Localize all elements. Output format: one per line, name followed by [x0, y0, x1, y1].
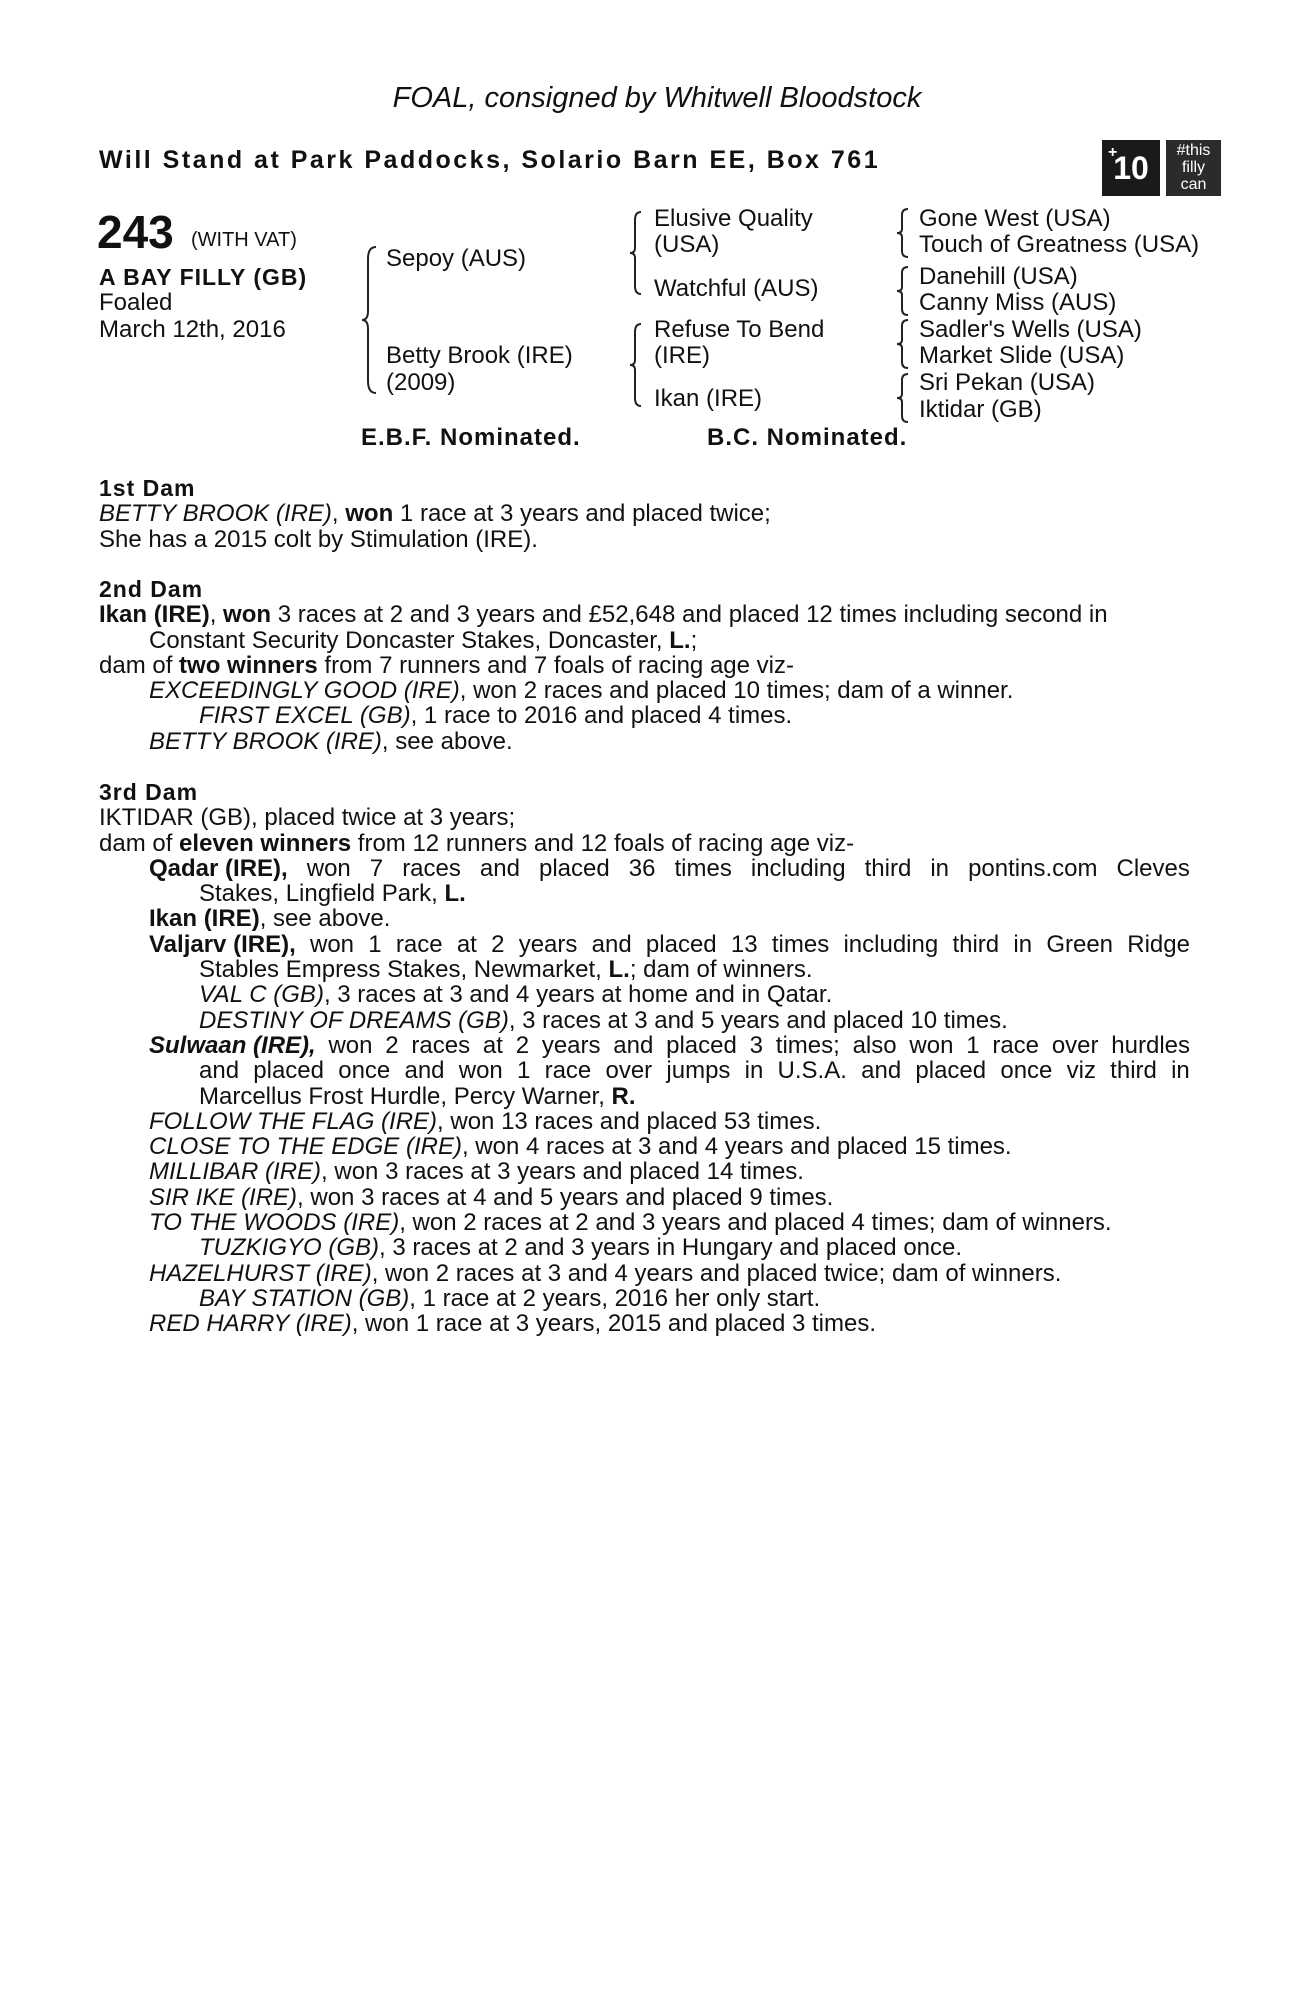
pedigree-sire: Sepoy (AUS)	[386, 245, 527, 272]
progeny-line	[99, 1008, 1199, 1033]
third-dam-line: IKTIDAR (GB), placed twice at 3 years;	[99, 804, 516, 832]
pedigree-gen2-1: Elusive Quality	[654, 205, 813, 232]
justified-line	[199, 1058, 1190, 1083]
text: , won 1 race at 3 years, 2015 and placed 3 times.	[351, 1310, 876, 1338]
second-dam-line	[99, 602, 1199, 627]
pedigree-gen2-3: Refuse To Bend	[654, 316, 825, 343]
second-dam-line	[99, 653, 1199, 678]
word: race	[544, 1057, 592, 1085]
word: and	[591, 930, 632, 958]
word: at	[456, 930, 477, 958]
pedigree-brace-gen1	[360, 245, 380, 395]
vat-note: (WITH VAT)	[191, 229, 297, 251]
text: , won 13 races and placed 53 times.	[437, 1107, 822, 1135]
word: jumps	[666, 1057, 731, 1085]
word: and	[861, 1057, 902, 1085]
horse-name: RED HARRY (IRE)	[149, 1310, 352, 1338]
text: from 7 runners and 7 foals of racing age viz-	[317, 651, 794, 679]
word: 3	[749, 1031, 763, 1059]
progeny-line	[99, 1261, 1199, 1286]
restricted-mark: R.	[611, 1082, 636, 1110]
word: in	[930, 854, 950, 882]
word: Green	[1046, 930, 1114, 958]
second-dam-section	[99, 577, 1199, 754]
pedigree-brace-gen3-3	[895, 318, 911, 370]
hashtag-line: #this	[1176, 142, 1211, 159]
pedigree-dam: Betty Brook (IRE)	[386, 342, 573, 369]
justified-line	[149, 1033, 1190, 1058]
word: times	[674, 854, 732, 882]
text: ; dam of winners.	[629, 956, 813, 984]
progeny-line	[99, 982, 1199, 1007]
text: , won 3 races at 4 and 5 years and placed 9 times.	[297, 1183, 834, 1211]
word: in	[1171, 1057, 1190, 1085]
text: , 3 races at 3 and 4 years at home and in Qatar.	[323, 981, 833, 1009]
word: placed	[666, 1031, 737, 1059]
word: 36	[628, 854, 656, 882]
plus-ten-logo	[1102, 140, 1160, 196]
word: hurdles	[1111, 1031, 1190, 1059]
text: dam of	[99, 829, 180, 857]
won-label: won	[223, 601, 272, 629]
horse-name: DESTINY OF DREAMS (GB)	[199, 1006, 509, 1034]
text: , won 2 races at 3 and 4 years and placed twice; dam of winners.	[371, 1259, 1062, 1287]
word: won	[309, 930, 355, 958]
word: once	[1000, 1057, 1053, 1085]
word: 7	[369, 854, 384, 882]
this-filly-can-logo	[1102, 140, 1221, 196]
word: 1	[966, 1031, 980, 1059]
text: ,	[331, 500, 346, 528]
lot-number: 243	[97, 206, 174, 258]
dam-name: BETTY BROOK (IRE)	[99, 500, 332, 528]
word: 2	[491, 930, 505, 958]
progeny-line	[99, 1286, 1199, 1311]
first-dam-heading: 1st Dam	[99, 475, 196, 501]
text: ;	[690, 626, 698, 654]
word: placed	[538, 854, 610, 882]
horse-name: HAZELHURST (IRE)	[149, 1259, 372, 1287]
word: 13	[730, 930, 758, 958]
ebf-nominated: E.B.F. Nominated.	[361, 424, 581, 451]
progeny-line	[99, 1185, 1199, 1210]
word: races	[402, 854, 461, 882]
word: in	[744, 1057, 764, 1085]
text: , won 2 races and placed 10 times; dam of a winner.	[459, 677, 1014, 705]
hashtag-line: filly	[1181, 159, 1206, 176]
text: , see above.	[259, 905, 391, 933]
bc-nominated: B.C. Nominated.	[707, 424, 908, 451]
horse-name: EXCEEDINGLY GOOD (IRE)	[149, 677, 460, 705]
listed-mark: L.	[444, 880, 466, 908]
word: 2	[515, 1031, 530, 1059]
horse-name: BETTY BROOK (IRE)	[149, 727, 382, 755]
first-dam-line	[99, 501, 1199, 526]
word: placed	[915, 1057, 987, 1085]
word: U.S.A.	[777, 1057, 847, 1085]
text: , 3 races at 2 and 3 years in Hungary and placed once.	[379, 1234, 963, 1262]
first-dam-section	[99, 476, 1199, 552]
horse-name: Ikan (IRE)	[149, 905, 260, 933]
word: years	[541, 1031, 601, 1059]
word: placed	[253, 1057, 324, 1085]
word: also	[852, 1031, 897, 1059]
horse-name: TUZKIGYO (GB)	[199, 1234, 379, 1262]
horse-name: TO THE WOODS (IRE)	[149, 1209, 400, 1237]
pedigree-dam-year: (2009)	[386, 369, 456, 396]
second-dam-line	[99, 628, 1199, 653]
horse-name: Qadar (IRE),	[149, 854, 288, 882]
justified-line	[149, 856, 1190, 881]
stand-location: Will Stand at Park Paddocks, Solario Barn EE, Box 761	[99, 146, 881, 174]
horse-name: CLOSE TO THE EDGE (IRE)	[149, 1133, 462, 1161]
foaled-date: March 12th, 2016	[99, 316, 286, 343]
word: and	[613, 1031, 654, 1059]
horse-name: FIRST EXCEL (GB)	[199, 702, 411, 730]
progeny-line	[99, 1134, 1199, 1159]
word: and	[404, 1057, 445, 1085]
word: placed	[645, 930, 717, 958]
pedigree-gen3-4: Canny Miss (AUS)	[919, 289, 1117, 316]
progeny-line	[99, 932, 1199, 957]
text: Constant Security Doncaster Stakes, Doncaster,	[149, 626, 670, 654]
word: times	[771, 930, 830, 958]
third-dam-heading: 3rd Dam	[99, 779, 199, 805]
text: from 12 runners and 12 foals of racing age viz-	[351, 829, 855, 857]
pedigree-gen2-4: Ikan (IRE)	[654, 385, 763, 412]
word: in	[1013, 930, 1033, 958]
third-dam-section	[99, 780, 1199, 1337]
progeny-line	[99, 1109, 1199, 1134]
second-dam-heading: 2nd Dam	[99, 576, 204, 602]
horse-name: Valjarv (IRE),	[149, 930, 296, 958]
word: at	[482, 1031, 503, 1059]
word: including	[750, 854, 846, 882]
text: 1 race at 3 years and placed twice;	[393, 500, 771, 528]
pedigree-gen3-7: Sri Pekan (USA)	[919, 369, 1096, 396]
text: , won 3 races at 3 years and placed 14 times.	[321, 1158, 804, 1186]
word: race	[395, 930, 443, 958]
word: Ridge	[1127, 930, 1190, 958]
dam-name: Ikan (IRE)	[99, 601, 210, 629]
text: Stakes, Lingfield Park,	[199, 880, 445, 908]
word: 1	[517, 1057, 531, 1085]
word: over	[1051, 1031, 1099, 1059]
horse-name: FOLLOW THE FLAG (IRE)	[149, 1107, 438, 1135]
listed-mark: L.	[608, 956, 630, 984]
text: , 1 race at 2 years, 2016 her only start.	[409, 1284, 821, 1312]
plus-ten-number: 10	[1113, 149, 1149, 186]
pedigree-gen3-3: Danehill (USA)	[919, 263, 1078, 290]
word: once	[338, 1057, 391, 1085]
word: 2	[385, 1031, 399, 1059]
horse-name: MILLIBAR (IRE)	[149, 1158, 322, 1186]
word: 1	[368, 930, 382, 958]
pedigree-gen3-8: Iktidar (GB)	[919, 396, 1042, 423]
third-dam-line	[99, 831, 1199, 856]
text: , won 4 races at 3 and 4 years and placed 15 times.	[461, 1133, 1012, 1161]
text: Stables Empress Stakes, Newmarket,	[199, 956, 609, 984]
progeny-line	[99, 678, 1199, 703]
pedigree-gen3-5: Sadler's Wells (USA)	[919, 316, 1142, 343]
progeny-line	[99, 906, 1199, 931]
progeny-line	[99, 957, 1199, 982]
word: third	[1110, 1057, 1157, 1085]
text: ,	[209, 601, 224, 629]
word: and	[479, 854, 520, 882]
progeny-line	[99, 1210, 1199, 1235]
progeny-line	[99, 1058, 1199, 1083]
pedigree-brace-gen3-4	[895, 372, 911, 424]
pedigree-gen2-2: Watchful (AUS)	[654, 275, 819, 302]
word: third	[864, 854, 912, 882]
foaled-label: Foaled	[99, 289, 173, 316]
pedigree-gen3-6: Market Slide (USA)	[919, 342, 1125, 369]
word: viz	[1066, 1057, 1096, 1085]
horse-name: Sulwaan (IRE),	[149, 1031, 316, 1059]
word: pontins.com	[968, 854, 1098, 882]
hashtag-line: can	[1180, 176, 1207, 193]
page-title: FOAL, consigned by Whitwell Bloodstock	[392, 82, 922, 114]
listed-mark: L.	[669, 626, 691, 654]
won-label: won	[345, 500, 394, 528]
word: won	[909, 1031, 954, 1059]
word: years	[518, 930, 578, 958]
text: dam of	[99, 651, 180, 679]
word: Cleves	[1116, 854, 1190, 882]
word: over	[605, 1057, 653, 1085]
justified-line	[149, 932, 1190, 957]
word: won	[306, 854, 351, 882]
horse-name: VAL C (GB)	[199, 981, 324, 1009]
pedigree-brace-gen3-2	[895, 265, 911, 317]
horse-name: SIR IKE (IRE)	[149, 1183, 298, 1211]
progeny-line	[99, 703, 1199, 728]
progeny-line	[99, 881, 1199, 906]
progeny-line	[99, 856, 1199, 881]
text: , see above.	[381, 727, 513, 755]
word: times;	[775, 1031, 840, 1059]
word: including	[843, 930, 939, 958]
winners-count: two winners	[179, 651, 318, 679]
text: Marcellus Frost Hurdle, Percy Warner,	[199, 1082, 612, 1110]
pedigree-gen3-2: Touch of Greatness (USA)	[919, 231, 1200, 258]
pedigree-gen3-1: Gone West (USA)	[919, 205, 1111, 232]
lot-name: A BAY FILLY (GB)	[99, 264, 308, 290]
word: third	[952, 930, 1000, 958]
pedigree-brace-gen2-top	[628, 210, 644, 296]
word: and	[199, 1057, 240, 1085]
first-dam-produce: She has a 2015 colt by Stimulation (IRE).	[99, 525, 538, 553]
text: , 1 race to 2016 and placed 4 times.	[410, 702, 793, 730]
word: race	[992, 1031, 1040, 1059]
text: 3 races at 2 and 3 years and £52,648 and placed 12 times including second in	[271, 601, 1108, 629]
text: , won 2 races at 2 and 3 years and placed 4 times; dam of winners.	[399, 1209, 1112, 1237]
progeny-line	[99, 1084, 1199, 1109]
horse-name: BAY STATION (GB)	[199, 1284, 410, 1312]
pedigree-gen2-1-country: (USA)	[654, 231, 720, 258]
progeny-line	[99, 1033, 1199, 1058]
pedigree-brace-gen3-1	[895, 207, 911, 259]
progeny-line	[99, 729, 1199, 754]
word: races	[411, 1031, 471, 1059]
word: won	[328, 1031, 373, 1059]
plus-icon: +	[1108, 144, 1118, 161]
hashtag-logo	[1166, 140, 1221, 196]
word: won	[458, 1057, 503, 1085]
winners-count: eleven winners	[179, 829, 352, 857]
progeny-line	[99, 1159, 1199, 1184]
progeny-line	[99, 1235, 1199, 1260]
text: , 3 races at 3 and 5 years and placed 10 times.	[508, 1006, 1008, 1034]
pedigree-brace-gen2-bottom	[628, 322, 644, 408]
progeny-line	[99, 1311, 1199, 1336]
pedigree-gen2-3-country: (IRE)	[654, 342, 710, 369]
